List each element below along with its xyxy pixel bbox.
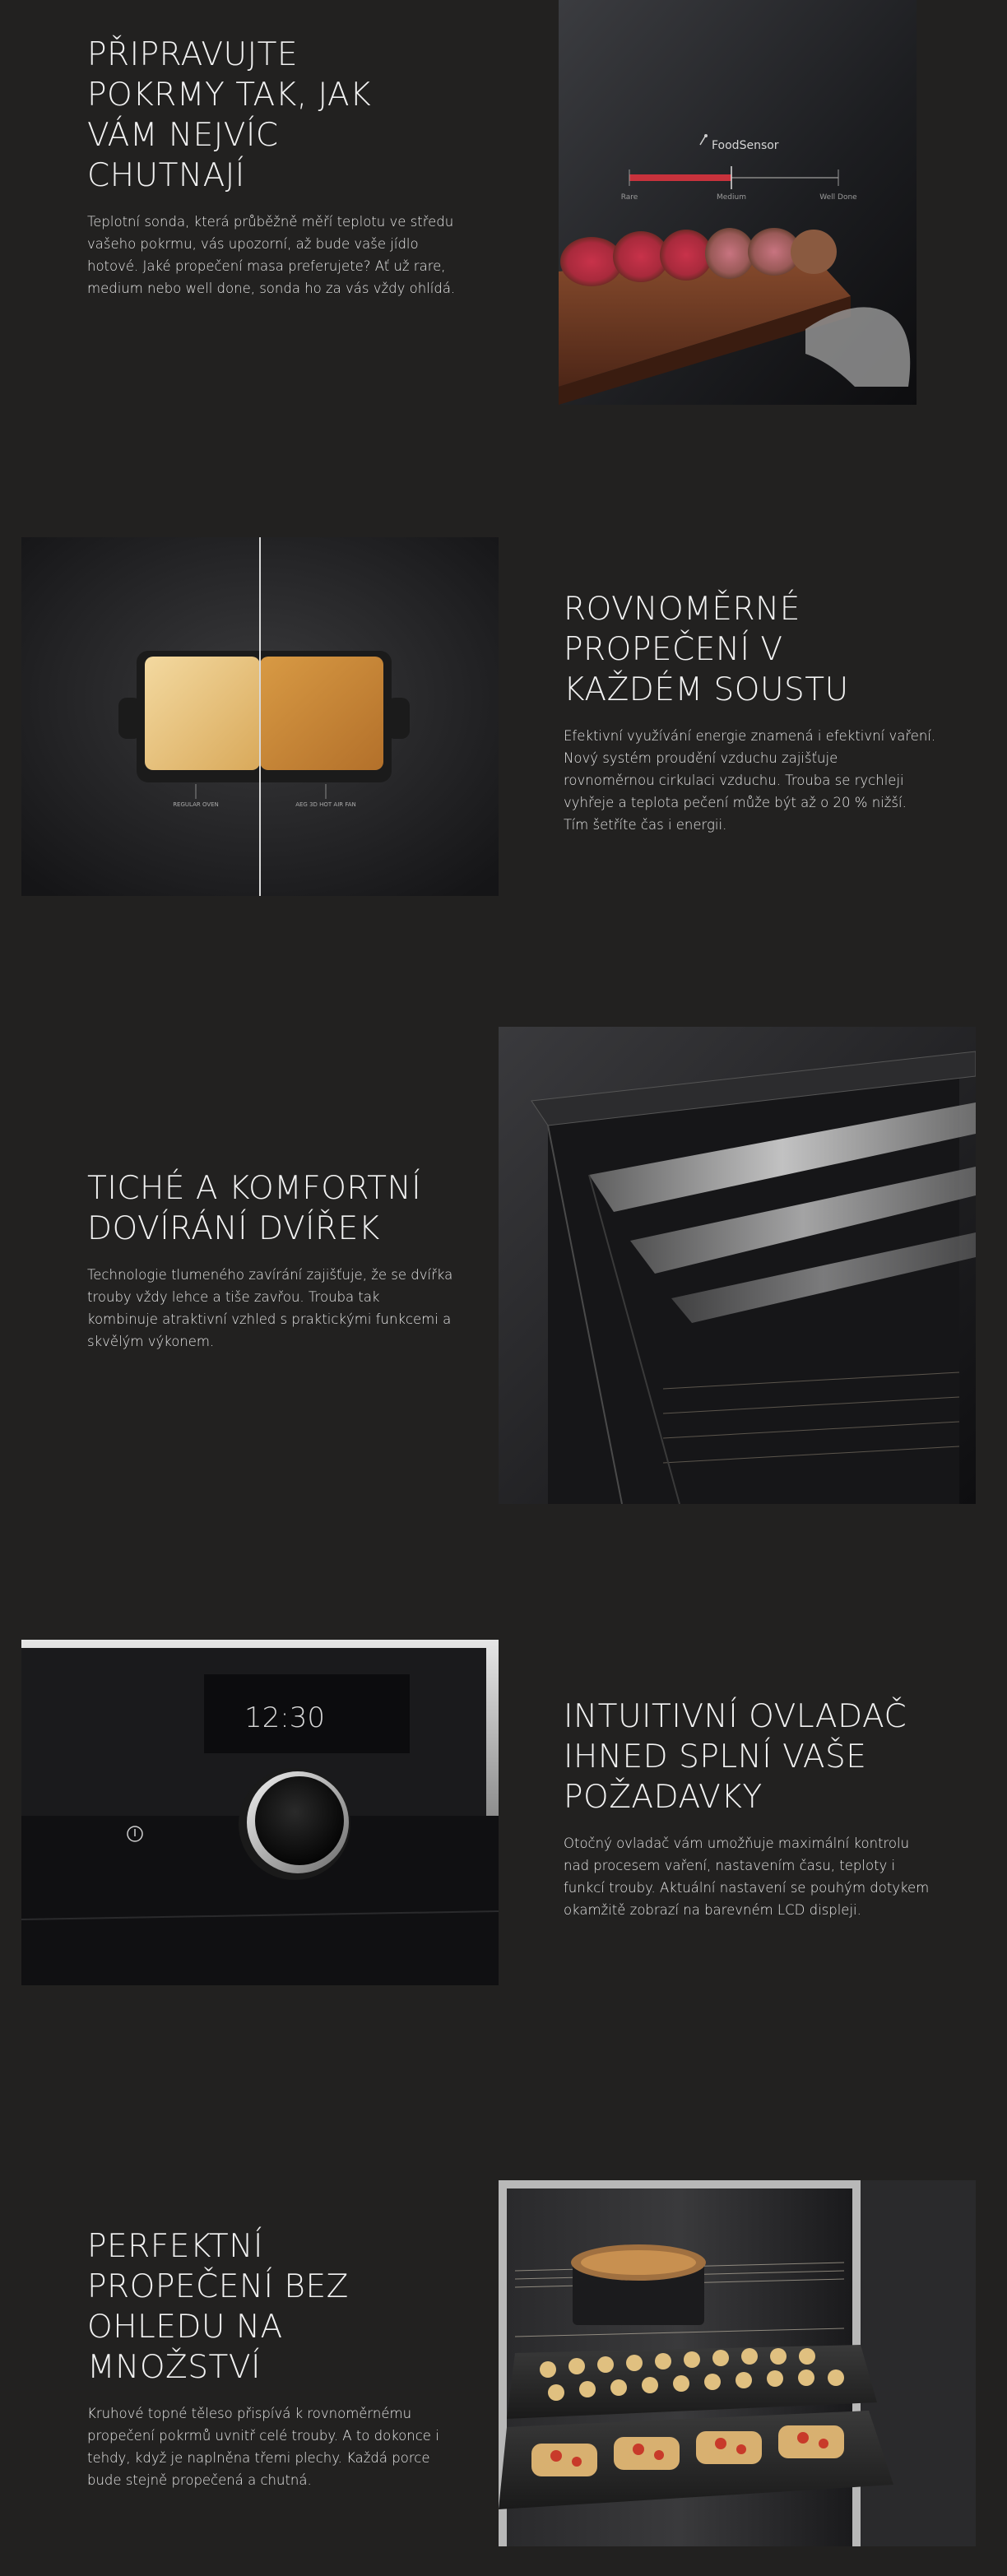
- soft-close-text: [87, 1168, 474, 1353]
- doneness-progress: [629, 174, 731, 181]
- body-line: vyhřeje a teplota pečení může být až o 20 % nižší.: [564, 795, 907, 810]
- section-ring-heating: [0, 2139, 1007, 2576]
- body-line: Teplotní sonda, která průběžně měří teplotu ve středu: [87, 214, 454, 230]
- body-line: bude stejně propečená a chutná.: [87, 2472, 312, 2488]
- body-line: hotové. Jaké propečení masa preferujete? Ať už rare,: [87, 258, 446, 274]
- body-line: Nový systém proudění vzduchu zajišťuje: [564, 750, 838, 766]
- food-sensor-image: [559, 0, 917, 405]
- section-soft-close: [0, 987, 1007, 1530]
- body-line: trouby vždy lehce a tiše zavřou. Trouba tak: [87, 1289, 380, 1305]
- lasagna-hot-air: [260, 657, 383, 770]
- heading-line: VÁM NEJVÍC: [87, 117, 279, 154]
- body-line: medium nebo well done, sonda ho za vás vždy ohlídá.: [87, 281, 456, 296]
- section-body: [564, 725, 950, 836]
- heading-line: CHUTNAJÍ: [87, 157, 245, 194]
- body-line: Kruhové topné těleso přispívá k rovnoměrnému: [87, 2406, 412, 2421]
- heading-line: POKRMY TAK, JAK: [87, 77, 372, 114]
- body-line: Tím šetříte čas i energii.: [564, 817, 727, 833]
- foodsensor-label: FoodSensor: [712, 139, 779, 152]
- lasagna-regular: [145, 657, 260, 770]
- section-body: [87, 1264, 474, 1353]
- comparison-caption: REGULAR OVEN: [173, 801, 219, 808]
- body-line: kombinuje atraktivní vzhled s praktickými funkcemi a: [87, 1311, 452, 1327]
- cake-pan: [571, 2244, 706, 2325]
- section-body: [87, 2402, 474, 2491]
- section-food-sensor: [0, 0, 1007, 428]
- body-line: okamžitě zobrazí na barevném LCD displeji.: [564, 1902, 861, 1918]
- scale-label: Well Done: [819, 193, 857, 202]
- heading-line: PROPEČENÍ BEZ: [87, 2268, 349, 2305]
- body-line: funkcí trouby. Aktuální nastavení se pouhým dotykem: [564, 1880, 930, 1896]
- body-line: tehdy, když je naplněna třemi plechy. Každá porce: [87, 2450, 430, 2466]
- section-heading: [87, 35, 474, 196]
- heading-line: KAŽDÉM SOUSTU: [564, 671, 849, 708]
- section-heading: [564, 589, 950, 710]
- body-line: vašeho pokrmu, vás upozorní, až bude vaše jídlo: [87, 236, 419, 252]
- heading-line: POŽADAVKY: [564, 1779, 763, 1816]
- section-control-knob: [0, 1613, 1007, 2040]
- multi-tray-oven-image: [499, 2180, 976, 2546]
- body-line: nad procesem vaření, nastavením času, teploty i: [564, 1858, 896, 1873]
- rotary-control-knob[interactable]: [239, 1768, 350, 1880]
- control-knob-image: [21, 1640, 499, 1985]
- heading-line: INTUITIVNÍ OVLADAČ: [564, 1698, 907, 1735]
- heading-line: DOVÍRÁNÍ DVÍŘEK: [87, 1210, 380, 1247]
- body-line: Efektivní využívání energie znamená i efektivní vaření.: [564, 728, 936, 744]
- control-knob-text: [564, 1696, 950, 1921]
- heading-line: ROVNOMĚRNÉ: [564, 591, 800, 628]
- section-heading: [564, 1696, 950, 1817]
- scale-label: Medium: [717, 193, 746, 202]
- heading-line: MNOŽSTVÍ: [87, 2349, 261, 2386]
- scale-label: Rare: [620, 193, 638, 202]
- body-line: skvělým výkonem.: [87, 1334, 215, 1349]
- even-cooking-text: [564, 589, 950, 836]
- body-line: Otočný ovladač vám umožňuje maximální kontrolu: [564, 1836, 910, 1851]
- heading-line: PŘIPRAVUJTE: [87, 36, 299, 73]
- lasagna-comparison-image: [21, 537, 499, 896]
- food-sensor-text: [87, 35, 474, 299]
- heading-line: IHNED SPLNÍ VAŠE: [564, 1738, 867, 1775]
- body-line: rovnoměrnou cirkulaci vzduchu. Trouba se rychleji: [564, 773, 904, 788]
- heading-line: PERFEKTNÍ: [87, 2228, 263, 2265]
- clock-readout: 12:30: [244, 1701, 325, 1734]
- section-body: [87, 211, 474, 299]
- heading-line: OHLEDU NA: [87, 2309, 283, 2346]
- section-even-cooking: [0, 461, 1007, 921]
- section-heading: [87, 2226, 474, 2388]
- ring-heating-text: [87, 2226, 474, 2491]
- section-body: [564, 1832, 950, 1921]
- heading-line: TICHÉ A KOMFORTNÍ: [87, 1170, 422, 1207]
- body-line: propečení pokrmů uvnitř celé trouby. A to dokonce i: [87, 2428, 439, 2444]
- body-line: Technologie tlumeného zavírání zajišťuje, že se dvířka: [87, 1267, 453, 1283]
- comparison-caption: AEG 3D HOT AIR FAN: [295, 801, 356, 808]
- section-heading: [87, 1168, 474, 1249]
- heading-line: PROPEČENÍ V: [564, 631, 783, 668]
- oven-door-image: [499, 1027, 976, 1504]
